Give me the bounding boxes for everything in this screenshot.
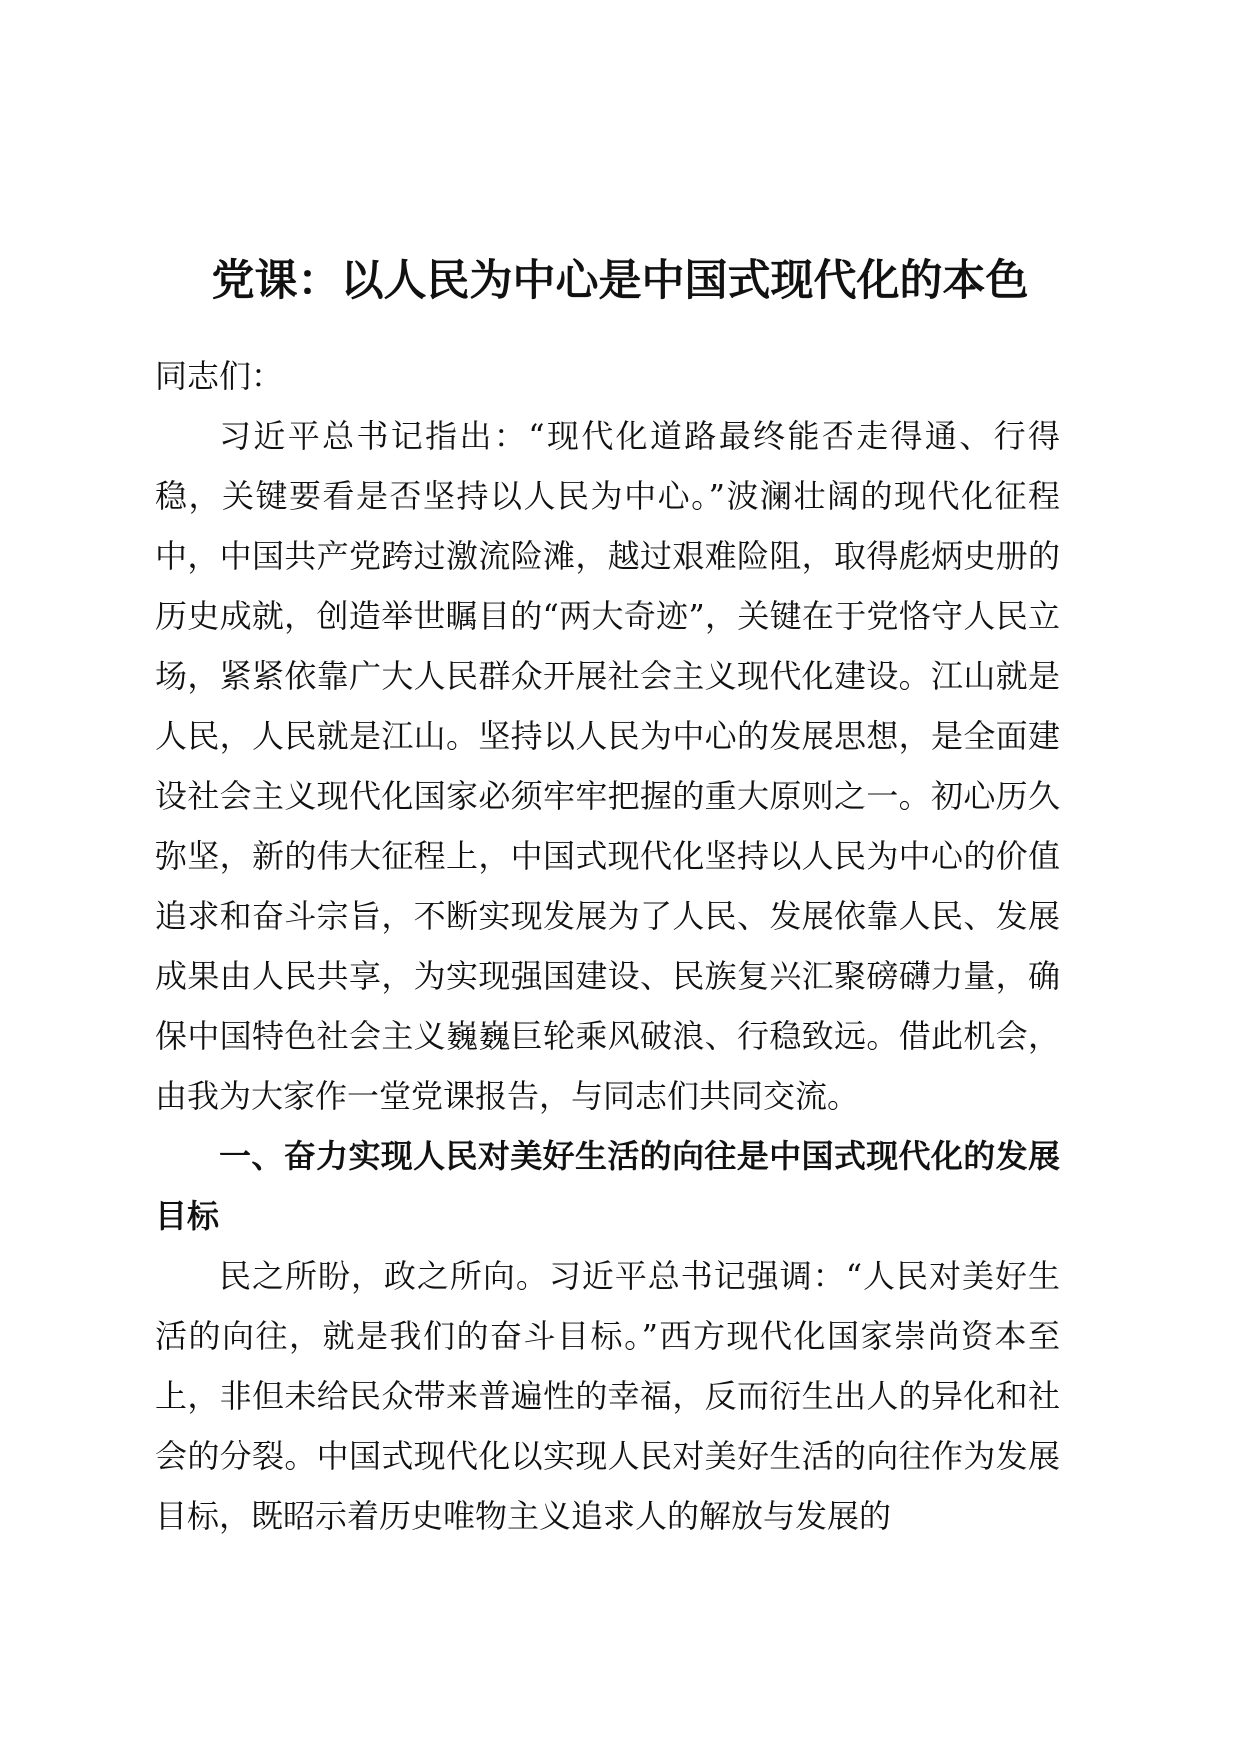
salutation: 同志们： <box>155 357 284 395</box>
intro-paragraph: 习近平总书记指出：“现代化道路最终能否走得通、行得稳，关键要看是否坚持以人民为中心。”波澜壮阔的现代化征程中，中国共产党跨过激流险滩，越过艰难险阻，取得彪炳史册的历史成就，创造举世瞩目的“两大奇迹”，关键在于党恪守人民立场，紧紧依靠广大人民群众开展社会主义现代化建设。江山就是人民，人民就是江山。坚持以人民为中心的发展思想，是全面建设社会主义现代化国家必须牢牢把握的重大原则之一。初心历久弥坚，新的伟大征程上，中国式现代化坚持以人民为中心的价值追求和奋斗宗旨，不断实现发展为了人民、发展依靠人民、发展成果由人民共享，为实现强国建设、民族复兴汇聚磅礴力量，确保中国特色社会主义巍巍巨轮乘风破浪、行稳致远。借此机会，由我为大家作一堂党课报告，与同志们共同交流。 <box>155 417 1060 1115</box>
page-title: 党课：以人民为中心是中国式现代化的本色 <box>211 256 1029 306</box>
document-body <box>155 346 1060 1546</box>
section-1-paragraph: 民之所盼，政之所向。习近平总书记强调：“人民对美好生活的向往，就是我们的奋斗目标。”西方现代化国家崇尚资本至上，非但未给民众带来普遍性的幸福，反而衍生出人的异化和社会的分裂。中国式现代化以实现人民对美好生活的向往作为发展目标，既昭示着历史唯物主义追求人的解放与发展的 <box>155 1257 1060 1535</box>
section-heading-1: 一、奋力实现人民对美好生活的向往是中国式现代化的发展目标 <box>155 1137 1060 1235</box>
